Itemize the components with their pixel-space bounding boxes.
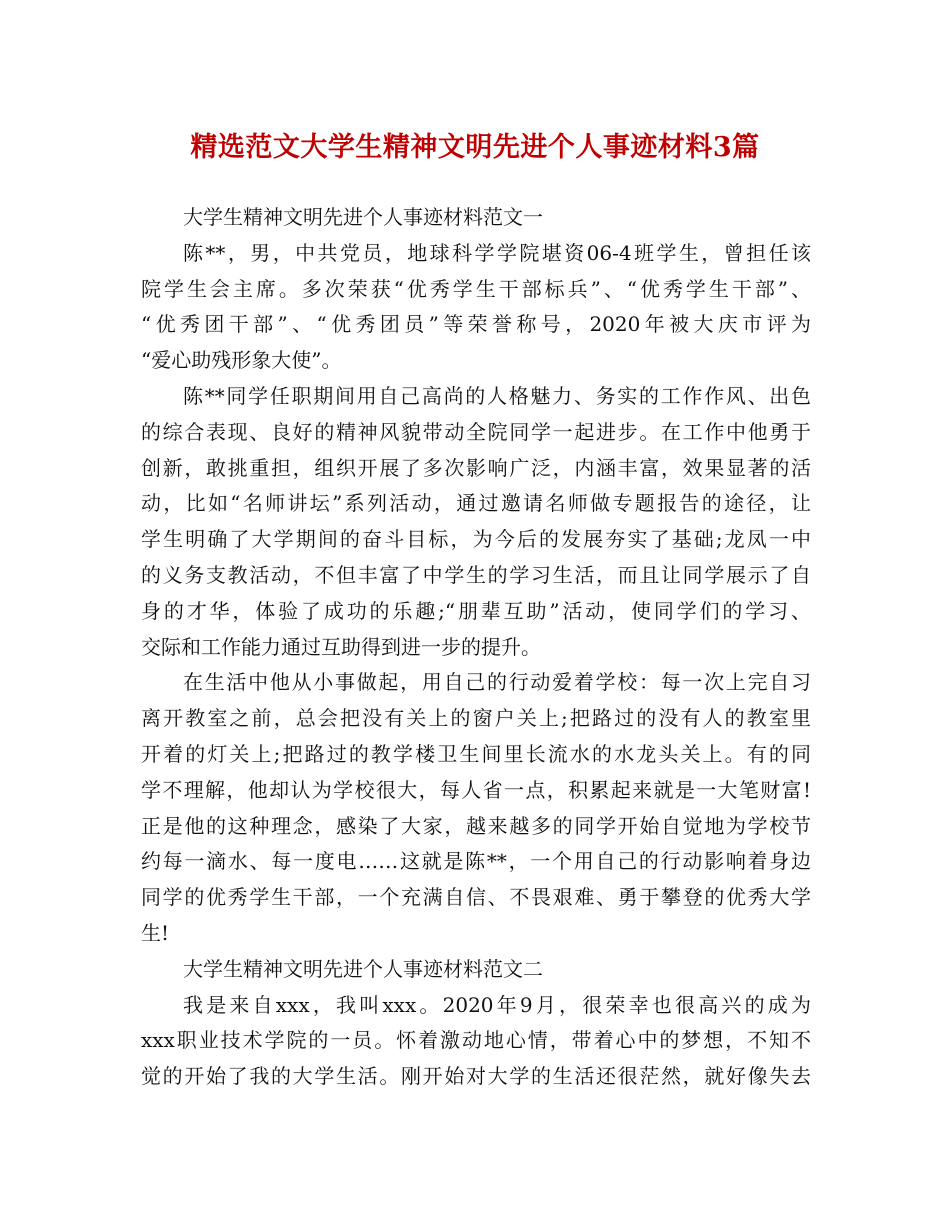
document-title: 精选范文大学生精神文明先进个人事迹材料3篇 bbox=[190, 132, 760, 163]
section-heading-1: 大学生精神文明先进个人事迹材料范文一 bbox=[183, 205, 543, 229]
text-line: 正是他的这种理念，感染了大家，越来越多的同学开始自觉地为学校节 bbox=[141, 813, 811, 838]
text-line: 的义务支教活动，不但丰富了中学生的学习生活，而且让同学展示了自 bbox=[141, 562, 811, 587]
text-line: 陈**同学任职期间用自己高尚的人格魅力、务实的工作作风、出色 bbox=[183, 383, 811, 408]
text-line: 交际和工作能力通过互助得到进一步的提升。 bbox=[141, 634, 541, 659]
text-line: 的综合表现、良好的精神风貌带动全院同学一起进步。在工作中他勇于 bbox=[141, 419, 811, 444]
text-line: 身的才华，体验了成功的乐趣;“朋辈互助”活动，使同学们的学习、 bbox=[141, 598, 811, 623]
text-line: xxx职业技术学院的一员。怀着激动地心情，带着心中的梦想，不知不 bbox=[141, 1028, 811, 1053]
text-line: 创新，敢挑重担，组织开展了多次影响广泛，内涵丰富，效果显著的活 bbox=[141, 455, 811, 480]
text-line: 觉的开始了我的大学生活。刚开始对大学的生活还很茫然，就好像失去 bbox=[141, 1064, 811, 1089]
text-line: “优秀团干部”、“优秀团员”等荣誉称号，2020年被大庆市评为 bbox=[141, 312, 811, 337]
text-line: 开着的灯关上;把路过的教学楼卫生间里长流水的水龙头关上。有的同 bbox=[141, 741, 811, 766]
text-line: “爱心助残形象大使”。 bbox=[141, 348, 342, 373]
section-heading-2: 大学生精神文明先进个人事迹材料范文二 bbox=[183, 956, 543, 981]
document-body bbox=[141, 200, 811, 1095]
text-line: 生! bbox=[141, 920, 170, 945]
text-line: 陈**，男，中共党员，地球科学学院堪资06-4班学生，曾担任该 bbox=[183, 240, 811, 265]
text-line: 动，比如“名师讲坛”系列活动，通过邀请名师做专题报告的途径，让 bbox=[141, 491, 811, 516]
text-line: 同学的优秀学生干部，一个充满自信、不畏艰难、勇于攀登的优秀大学 bbox=[141, 885, 811, 910]
text-line: 学不理解，他却认为学校很大，每人省一点，积累起来就是一大笔财富! bbox=[141, 777, 811, 802]
text-line: 离开教室之前，总会把没有关上的窗户关上;把路过的没有人的教室里 bbox=[141, 706, 811, 731]
text-line: 在生活中他从小事做起，用自己的行动爱着学校：每一次上完自习 bbox=[183, 670, 811, 695]
text-line: 学生明确了大学期间的奋斗目标，为今后的发展夯实了基础;龙凤一中 bbox=[141, 527, 811, 552]
text-line: 院学生会主席。多次荣获“优秀学生干部标兵”、“优秀学生干部”、 bbox=[141, 276, 811, 301]
text-line: 约每一滴水、每一度电……这就是陈**，一个用自己的行动影响着身边 bbox=[141, 849, 811, 874]
text-line: 我是来自xxx，我叫xxx。2020年9月，很荣幸也很高兴的成为 bbox=[183, 992, 811, 1017]
